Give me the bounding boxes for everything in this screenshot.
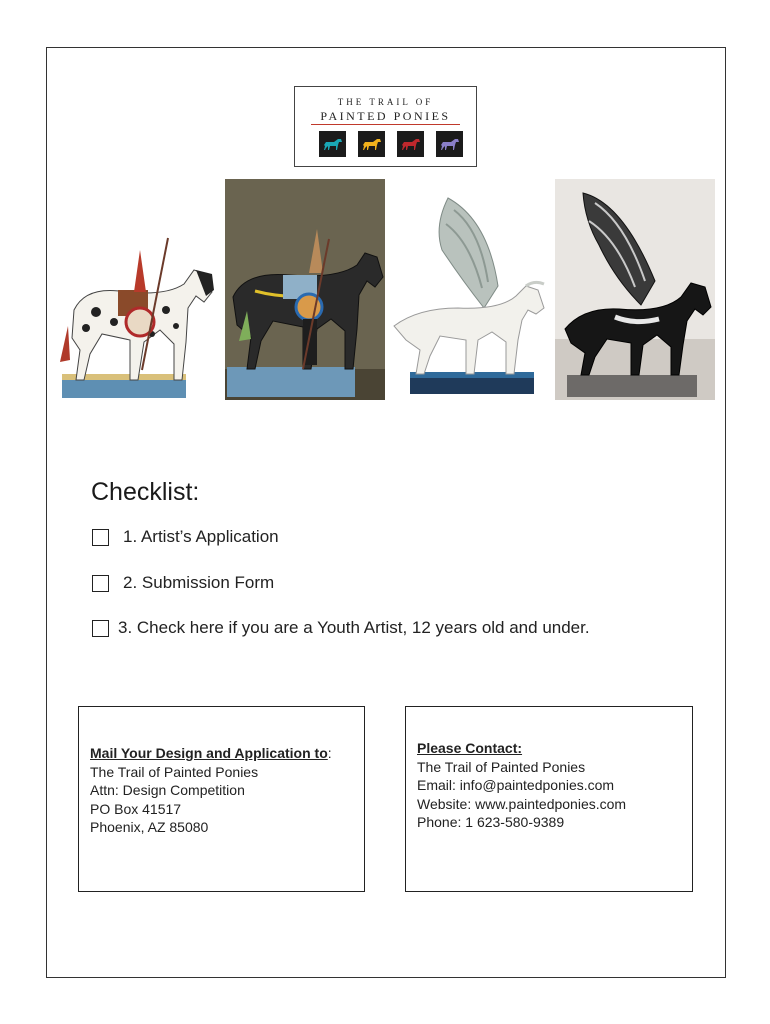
contact-box bbox=[405, 706, 693, 892]
logo-rule bbox=[311, 124, 460, 125]
checklist-item-label: 2. Submission Form bbox=[123, 573, 275, 592]
logo-line-1: THE TRAIL OF bbox=[337, 97, 434, 107]
checkbox-submission-form[interactable] bbox=[92, 575, 109, 592]
trail-of-painted-ponies-logo bbox=[294, 86, 477, 167]
mail-box-line: Attn: Design Competition bbox=[90, 782, 245, 798]
checkbox-artist-application[interactable] bbox=[92, 529, 109, 546]
checklist-item-artist-application bbox=[92, 527, 279, 547]
mail-address-box bbox=[78, 706, 365, 892]
contact-email[interactable]: Email: info@paintedponies.com bbox=[417, 777, 615, 793]
mail-box-heading-colon: : bbox=[327, 745, 332, 761]
mail-box-line: Phoenix, AZ 85080 bbox=[90, 819, 209, 835]
checklist-item-submission-form bbox=[92, 573, 274, 593]
checklist-title: Checklist: bbox=[91, 478, 200, 506]
yellow-pony-icon bbox=[358, 131, 385, 157]
white-pegasus-figurine-icon bbox=[388, 190, 548, 402]
checklist-item-label: 3. Check here if you are a Youth Artist, 12 years old and under. bbox=[118, 618, 590, 637]
checkbox-youth-artist[interactable] bbox=[92, 620, 109, 637]
mail-box-heading: Mail Your Design and Application to bbox=[90, 745, 328, 761]
purple-pony-icon bbox=[436, 131, 463, 157]
black-pony-figurine-icon bbox=[225, 179, 385, 400]
contact-phone: Phone: 1 623-580-9389 bbox=[417, 814, 565, 830]
red-pony-icon bbox=[397, 131, 424, 157]
teal-pony-icon bbox=[319, 131, 346, 157]
logo-line-2: PAINTED PONIES bbox=[320, 109, 451, 123]
contact-website[interactable]: Website: www.paintedponies.com bbox=[417, 795, 627, 812]
logo-pony-tiles bbox=[319, 131, 463, 157]
checklist-item-label: 1. Artist’s Application bbox=[123, 527, 279, 546]
mail-box-line: The Trail of Painted Ponies bbox=[90, 763, 259, 780]
appaloosa-pony-figurine-icon bbox=[56, 230, 216, 400]
contact-box-line: The Trail of Painted Ponies bbox=[417, 758, 586, 775]
mail-box-line: PO Box 41517 bbox=[90, 800, 182, 817]
checklist-item-youth-artist bbox=[92, 618, 590, 638]
black-pegasus-figurine-icon bbox=[555, 179, 715, 400]
contact-box-heading: Please Contact: bbox=[417, 740, 523, 756]
